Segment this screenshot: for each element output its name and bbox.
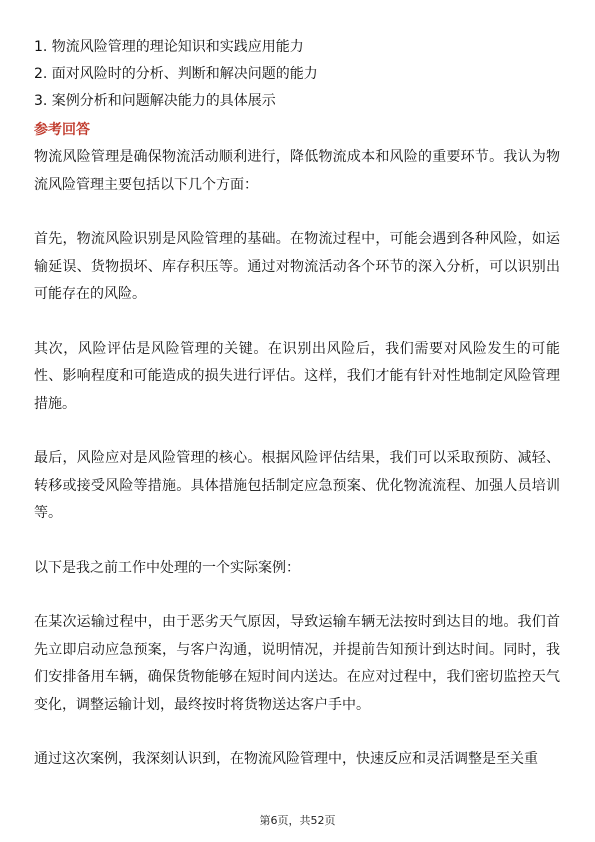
- page-number: 第6页，共52页: [259, 814, 336, 827]
- paragraph-gap: [34, 719, 560, 746]
- paragraph-gap: [34, 309, 560, 336]
- paragraph-response: 最后，风险应对是风险管理的核心。根据风险评估结果，我们可以采取预防、减轻、转移或接受风险等措施。具体措施包括制定应急预案、优化物流流程、加强人员培训等。: [34, 450, 560, 521]
- paragraph-intro: 物流风险管理是确保物流活动顺利进行，降低物流成本和风险的重要环节。我认为物流风险管理主要包括以下几个方面：: [34, 149, 560, 193]
- paragraph-case: 在某次运输过程中，由于恶劣天气原因，导致运输车辆无法按时到达目的地。我们首先立即启动应急预案，与客户沟通，说明情况，并提前告知预计到达时间。同时，我们安排备用车辆，确保货物能够在短时间内送达。在应对过程中，我们密切监控天气变化，调整运输计划，最终按时将货物送达客户手中。: [34, 614, 560, 713]
- paragraph-gap: [34, 418, 560, 445]
- paragraph-gap: [34, 199, 560, 226]
- list-item: 1. 物流风险管理的理论知识和实践应用能力: [34, 39, 304, 55]
- document-body: [34, 34, 560, 774]
- paragraph-conclusion: 通过这次案例，我深刻认识到，在物流风险管理中，快速反应和灵活调整是至关重: [34, 751, 538, 767]
- requirement-list: [34, 34, 560, 115]
- section-heading: 参考回答: [34, 122, 90, 138]
- paragraph-gap: [34, 582, 560, 609]
- paragraph-gap: [34, 528, 560, 555]
- paragraph-case-intro: 以下是我之前工作中处理的一个实际案例：: [34, 559, 300, 576]
- paragraph-identification: 首先，物流风险识别是风险管理的基础。在物流过程中，可能会遇到各种风险，如运输延误、货物损坏、库存积压等。通过对物流活动各个环节的深入分析，可以识别出可能存在的风险。: [34, 231, 560, 302]
- list-item: 3. 案例分析和问题解决能力的具体展示: [34, 93, 276, 109]
- list-item: 2. 面对风险时的分析、判断和解决问题的能力: [34, 66, 318, 82]
- paragraph-assessment: 其次，风险评估是风险管理的关键。在识别出风险后，我们需要对风险发生的可能性、影响程度和可能造成的损失进行评估。这样，我们才能有针对性地制定风险管理措施。: [34, 340, 560, 412]
